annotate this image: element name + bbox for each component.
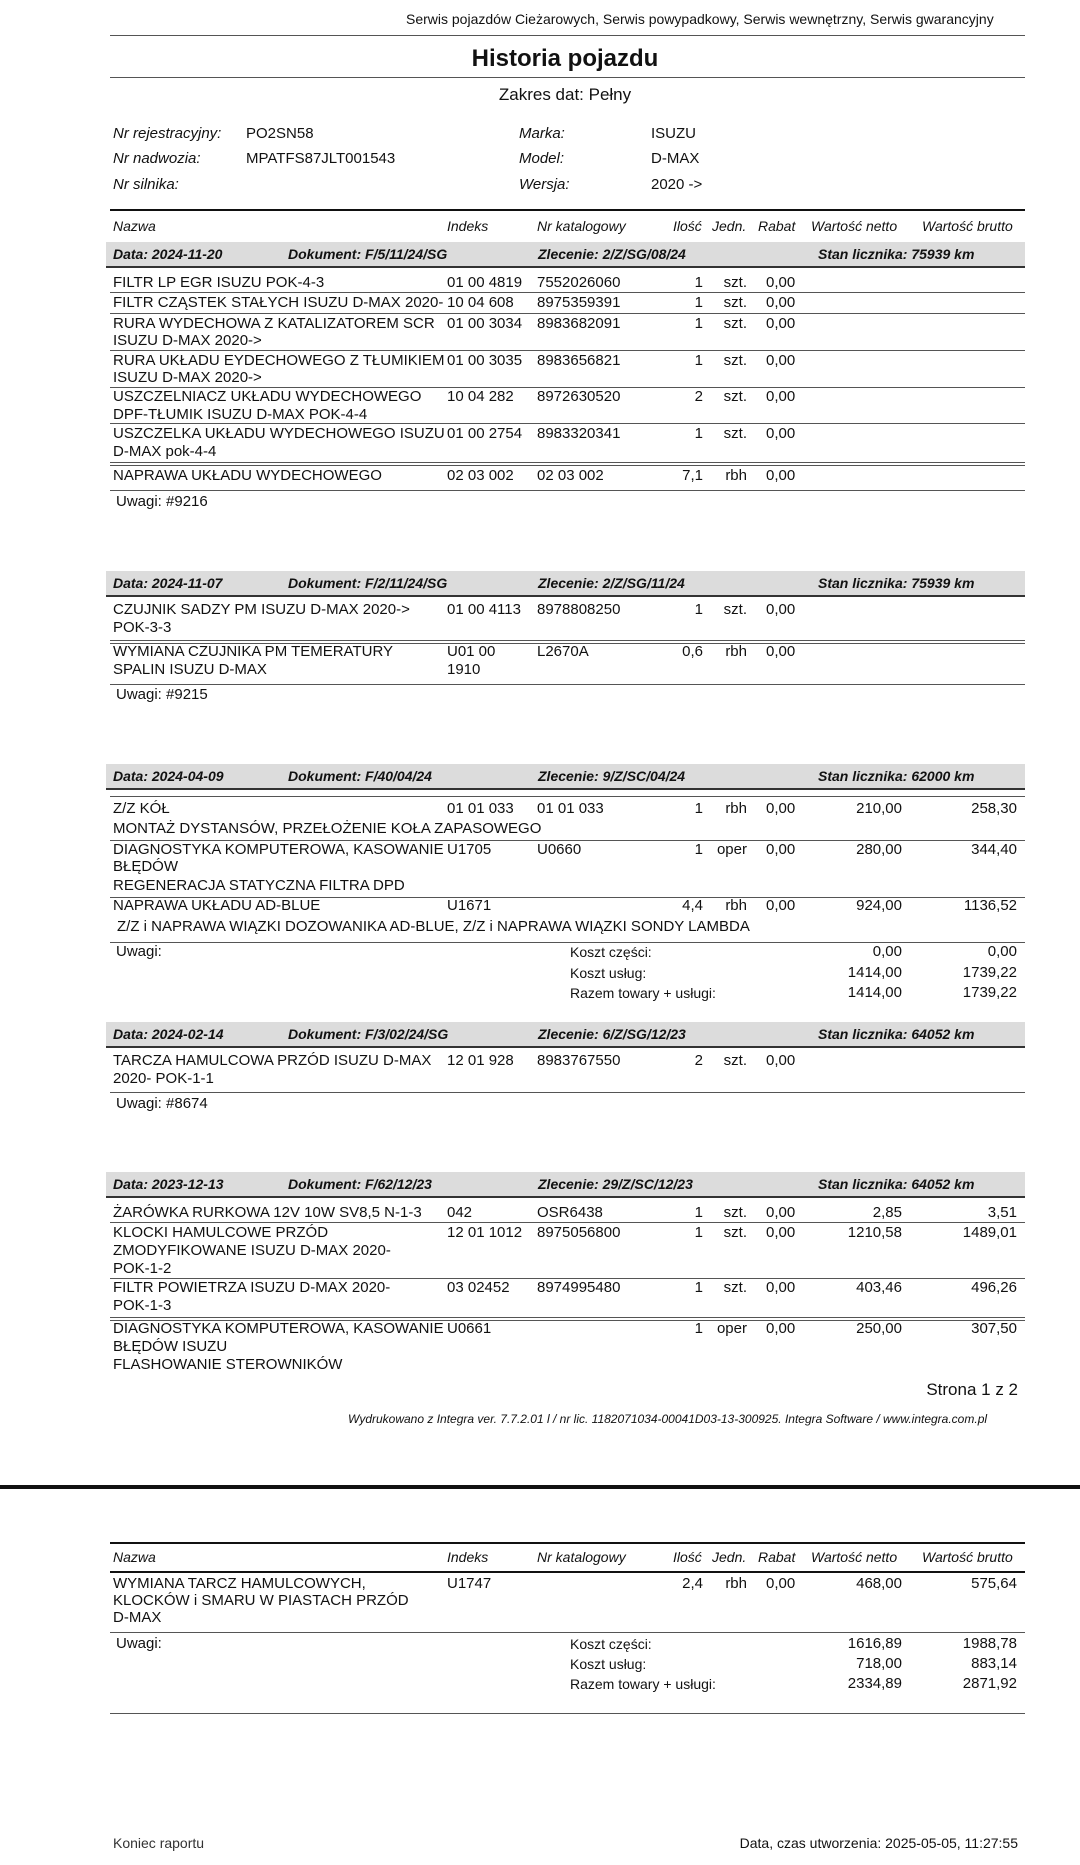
col-name: Nazwa xyxy=(113,1549,156,1565)
item-net: 1210,58 xyxy=(847,1224,902,1241)
col-catalog: Nr katalogowy xyxy=(537,1549,626,1565)
doc-meter: Stan licznika: 64052 km xyxy=(818,1176,975,1192)
item-catalog: 8978808250 xyxy=(537,601,621,618)
item-catalog: OSR6438 xyxy=(537,1204,603,1221)
item-catalog: 7552026060 xyxy=(537,274,621,291)
row-divider xyxy=(110,350,1025,351)
row-divider xyxy=(110,1092,1025,1093)
services-line: Serwis pojazdów Cieżarowych, Serwis powypadkowy, Serwis wewnętrzny, Serwis gwarancyjny xyxy=(406,11,994,27)
item-name: USZCZELNIACZ UKŁADU WYDECHOWEGO xyxy=(113,388,422,405)
item-name: ŻARÓWKA RURKOWA 12V 10W SV8,5 N-1-3 xyxy=(113,1204,422,1221)
row-divider xyxy=(110,796,1025,797)
item-qty: 1 xyxy=(694,425,703,442)
services-cost-label: Koszt usług: xyxy=(570,1656,647,1672)
columns-top-rule xyxy=(110,209,1025,211)
services-cost-gross: 1739,22 xyxy=(962,964,1017,981)
col-qty: Ilość xyxy=(673,218,702,234)
row-divider xyxy=(110,684,1025,685)
item-qty: 1 xyxy=(694,294,703,311)
doc-date: Data: 2024-04-09 xyxy=(113,768,224,784)
item-gross: 1489,01 xyxy=(962,1224,1017,1241)
item-catalog: 8975056800 xyxy=(537,1224,621,1241)
total-gross: 2871,92 xyxy=(962,1675,1017,1692)
reg-label: Nr rejestracyjny: xyxy=(113,125,222,142)
col-gross: Wartość brutto xyxy=(922,218,1013,234)
item-index: 03 02452 xyxy=(447,1279,510,1296)
item-discount: 0,00 xyxy=(766,643,796,660)
item-unit: rbh xyxy=(725,897,747,914)
item-index: 01 00 3034 xyxy=(447,315,523,332)
item-unit: szt. xyxy=(723,1052,747,1069)
doc-order: Zlecenie: 9/Z/SC/04/24 xyxy=(538,768,686,784)
item-unit: szt. xyxy=(723,352,747,369)
total-net: 1414,00 xyxy=(847,984,902,1001)
total-net: 2334,89 xyxy=(847,1675,902,1692)
vin-value: MPATFS87JLT001543 xyxy=(246,150,396,167)
total-gross: 1739,22 xyxy=(962,984,1017,1001)
remarks: Uwagi: #8674 xyxy=(116,1095,208,1112)
item-discount: 0,00 xyxy=(766,274,796,291)
item-qty: 2 xyxy=(694,388,703,405)
item-discount: 0,00 xyxy=(766,1279,796,1296)
item-discount: 0,00 xyxy=(766,1052,796,1069)
col-index: Indeks xyxy=(447,1549,489,1565)
item-index: U01 00 xyxy=(447,643,496,660)
col-net: Wartość netto xyxy=(811,1549,898,1565)
item-qty: 2,4 xyxy=(682,1575,703,1592)
item-qty: 1 xyxy=(694,800,703,817)
item-name: Z/Z KÓŁ xyxy=(113,800,170,817)
item-discount: 0,00 xyxy=(766,352,796,369)
item-discount: 0,00 xyxy=(766,800,796,817)
doc-number: Dokument: F/62/12/23 xyxy=(288,1176,432,1192)
doc-number: Dokument: F/5/11/24/SG xyxy=(288,246,448,262)
services-cost-label: Koszt usług: xyxy=(570,965,647,981)
item-catalog: 02 03 002 xyxy=(537,467,604,484)
remarks: Uwagi: xyxy=(116,943,162,960)
item-catalog: 8972630520 xyxy=(537,388,621,405)
item-index: 01 00 3035 xyxy=(447,352,523,369)
item-discount: 0,00 xyxy=(766,294,796,311)
parts-cost-gross: 1988,78 xyxy=(962,1635,1017,1652)
item-catalog: L2670A xyxy=(537,643,589,660)
item-unit: oper xyxy=(716,1320,747,1337)
item-name: NAPRAWA UKŁADU WYDECHOWEGO xyxy=(113,467,382,484)
doc-number: Dokument: F/40/04/24 xyxy=(288,768,432,784)
item-description: Z/Z i NAPRAWA WIĄZKI DOZOWANIKA AD-BLUE, Z/Z i NAPRAWA WIĄZKI SONDY LAMBDA xyxy=(117,918,750,935)
item-catalog: 01 01 033 xyxy=(537,800,604,817)
item-index: 12 01 1012 xyxy=(447,1224,523,1241)
col-net: Wartość netto xyxy=(811,218,898,234)
item-index: 10 04 608 xyxy=(447,294,514,311)
item-name-line2: ISUZU D-MAX 2020-> xyxy=(113,369,262,386)
item-index: 01 00 4113 xyxy=(447,601,521,618)
item-discount: 0,00 xyxy=(766,1204,796,1221)
version-label: Wersja: xyxy=(519,176,570,193)
doc-meter: Stan licznika: 75939 km xyxy=(818,246,975,262)
item-description: REGENERACJA STATYCZNA FILTRA DPD xyxy=(113,877,405,894)
item-name: KLOCKI HAMULCOWE PRZÓD xyxy=(113,1224,329,1241)
item-qty: 4,4 xyxy=(682,897,703,914)
item-index: 01 00 4819 xyxy=(447,274,523,291)
item-catalog: 8983320341 xyxy=(537,425,621,442)
item-name-line2: DPF-TŁUMIK ISUZU D-MAX POK-4-4 xyxy=(113,406,368,423)
item-name: FILTR CZĄSTEK STAŁYCH ISUZU D-MAX 2020- xyxy=(113,294,444,311)
item-name-line2: D-MAX pok-4-4 xyxy=(113,443,217,460)
item-index: U1671 xyxy=(447,897,492,914)
item-qty: 1 xyxy=(694,1204,703,1221)
parts-cost-net: 0,00 xyxy=(872,943,902,960)
item-discount: 0,00 xyxy=(766,388,796,405)
doc-order: Zlecenie: 29/Z/SC/12/23 xyxy=(538,1176,693,1192)
item-name: DIAGNOSTYKA KOMPUTEROWA, KASOWANIE xyxy=(113,1320,444,1337)
item-index: U1747 xyxy=(447,1575,492,1592)
item-unit: szt. xyxy=(723,425,747,442)
item-discount: 0,00 xyxy=(766,601,796,618)
vin-label: Nr nadwozia: xyxy=(113,150,201,167)
row-divider xyxy=(110,640,1025,641)
doc-header-band xyxy=(106,571,1025,597)
item-catalog: U0660 xyxy=(537,841,582,858)
item-index: 01 01 033 xyxy=(447,800,514,817)
summary-divider xyxy=(110,1713,1025,1714)
item-gross: 307,50 xyxy=(971,1320,1017,1337)
doc-date: Data: 2024-11-20 xyxy=(113,246,223,262)
item-catalog: 8983682091 xyxy=(537,315,621,332)
total-label: Razem towary + usługi: xyxy=(570,1676,716,1692)
printed-by: Wydrukowano z Integra ver. 7.7.2.01 l / nr lic. 1182071034-00041D03-13-300925. Integra Software / www.integra.com.pl xyxy=(348,1412,988,1426)
make-label: Marka: xyxy=(519,125,565,142)
item-unit: oper xyxy=(716,841,747,858)
item-qty: 1 xyxy=(694,1320,703,1337)
item-net: 403,46 xyxy=(856,1279,902,1296)
item-discount: 0,00 xyxy=(766,467,796,484)
row-divider xyxy=(110,423,1025,424)
item-qty: 1 xyxy=(694,1279,703,1296)
item-index: 042 xyxy=(447,1204,473,1221)
row-divider xyxy=(110,1632,1025,1633)
item-qty: 2 xyxy=(694,1052,703,1069)
item-description: MONTAŻ DYSTANSÓW, PRZEŁOŻENIE KOŁA ZAPASOWEGO xyxy=(113,820,542,837)
item-qty: 1 xyxy=(694,601,703,618)
item-index: 12 01 928 xyxy=(447,1052,514,1069)
item-gross: 3,51 xyxy=(987,1204,1017,1221)
date-range: Zakres dat: Pełny xyxy=(498,85,632,104)
item-name-line3: POK-1-2 xyxy=(113,1260,172,1277)
item-catalog: 8983656821 xyxy=(537,352,621,369)
item-name-line2: 2020- POK-1-1 xyxy=(113,1070,214,1087)
item-index: 02 03 002 xyxy=(447,467,514,484)
col-unit: Jedn. xyxy=(712,1549,747,1565)
item-name-line2: BŁĘDÓW xyxy=(113,858,179,875)
item-name: CZUJNIK SADZY PM ISUZU D-MAX 2020-> xyxy=(113,601,410,618)
item-name-line2: KLOCKÓW i SMARU W PIASTACH PRZÓD xyxy=(113,1592,409,1609)
remarks: Uwagi: xyxy=(116,1635,162,1652)
columns-top-rule xyxy=(110,1542,1025,1544)
item-name: RURA WYDECHOWA Z KATALIZATOREM SCR xyxy=(113,315,435,332)
row-divider xyxy=(110,465,1025,466)
item-index: U0661 xyxy=(447,1320,492,1337)
item-unit: szt. xyxy=(723,1279,747,1296)
item-unit: szt. xyxy=(723,1224,747,1241)
item-name: TARCZA HAMULCOWA PRZÓD ISUZU D-MAX xyxy=(113,1052,432,1069)
item-net: 2,85 xyxy=(872,1204,902,1221)
item-name-line2: POK-1-3 xyxy=(113,1297,172,1314)
page-title: Historia pojazdu xyxy=(471,45,659,72)
item-catalog: 8974995480 xyxy=(537,1279,621,1296)
services-cost-net: 1414,00 xyxy=(847,964,902,981)
item-index-line2: 1910 xyxy=(447,661,481,678)
item-qty: 1 xyxy=(694,274,703,291)
services-cost-net: 718,00 xyxy=(856,1655,902,1672)
doc-header-band xyxy=(106,1172,1025,1198)
item-gross: 258,30 xyxy=(971,800,1017,817)
doc-meter: Stan licznika: 75939 km xyxy=(818,575,975,591)
item-discount: 0,00 xyxy=(766,1320,796,1337)
item-discount: 0,00 xyxy=(766,841,796,858)
item-discount: 0,00 xyxy=(766,1224,796,1241)
doc-date: Data: 2024-11-07 xyxy=(113,575,223,591)
item-catalog: 8983767550 xyxy=(537,1052,621,1069)
col-catalog: Nr katalogowy xyxy=(537,218,626,234)
doc-header-band xyxy=(106,1022,1025,1048)
services-cost-gross: 883,14 xyxy=(971,1655,1017,1672)
item-name: FILTR POWIETRZA ISUZU D-MAX 2020- xyxy=(113,1279,391,1296)
item-index: 10 04 282 xyxy=(447,388,514,405)
item-qty: 7,1 xyxy=(682,467,703,484)
row-divider xyxy=(110,490,1025,491)
col-gross: Wartość brutto xyxy=(922,1549,1013,1565)
item-name-line2: ISUZU D-MAX 2020-> xyxy=(113,332,262,349)
item-gross: 344,40 xyxy=(971,841,1017,858)
header-divider xyxy=(110,35,1025,36)
row-divider xyxy=(110,313,1025,314)
item-gross: 496,26 xyxy=(971,1279,1017,1296)
columns-bottom-rule xyxy=(110,1571,1025,1573)
remarks: Uwagi: #9215 xyxy=(116,686,208,703)
total-label: Razem towary + usługi: xyxy=(570,985,716,1001)
doc-date: Data: 2024-02-14 xyxy=(113,1026,224,1042)
item-discount: 0,00 xyxy=(766,315,796,332)
item-name: USZCZELKA UKŁADU WYDECHOWEGO ISUZU xyxy=(113,425,445,442)
item-name: WYMIANA CZUJNIKA PM TEMERATURY xyxy=(113,643,394,660)
make-value: ISUZU xyxy=(651,125,696,142)
doc-order: Zlecenie: 6/Z/SG/12/23 xyxy=(538,1026,686,1042)
doc-header-band xyxy=(106,242,1025,268)
doc-date: Data: 2023-12-13 xyxy=(113,1176,224,1192)
item-net: 468,00 xyxy=(856,1575,902,1592)
item-name: WYMIANA TARCZ HAMULCOWYCH, xyxy=(113,1575,366,1592)
parts-cost-net: 1616,89 xyxy=(847,1635,902,1652)
item-name-line3: FLASHOWANIE STEROWNIKÓW xyxy=(113,1356,343,1373)
creation-datetime: Data, czas utworzenia: 2025-05-05, 11:27:55 xyxy=(739,1835,1018,1851)
version-value: 2020 -> xyxy=(651,176,703,193)
item-net: 280,00 xyxy=(856,841,902,858)
item-name-line2: SPALIN ISUZU D-MAX xyxy=(113,661,267,678)
page-number: Strona 1 z 2 xyxy=(926,1380,1018,1399)
item-net: 210,00 xyxy=(856,800,902,817)
item-name-line3: D-MAX xyxy=(113,1609,162,1626)
row-divider xyxy=(110,292,1025,293)
col-discount: Rabat xyxy=(758,218,796,234)
doc-meter: Stan licznika: 64052 km xyxy=(818,1026,975,1042)
item-net: 250,00 xyxy=(856,1320,902,1337)
doc-number: Dokument: F/3/02/24/SG xyxy=(288,1026,449,1042)
item-unit: szt. xyxy=(723,1204,747,1221)
item-index: U1705 xyxy=(447,841,492,858)
item-name-line2: POK-3-3 xyxy=(113,619,172,636)
item-discount: 0,00 xyxy=(766,897,796,914)
item-name: FILTR LP EGR ISUZU POK-4-3 xyxy=(113,274,325,291)
item-net: 924,00 xyxy=(856,897,902,914)
model-value: D-MAX xyxy=(651,150,700,167)
item-unit: rbh xyxy=(725,800,747,817)
remarks: Uwagi: #9216 xyxy=(116,493,208,510)
col-qty: Ilość xyxy=(673,1549,702,1565)
parts-cost-gross: 0,00 xyxy=(987,943,1017,960)
page-break xyxy=(0,1485,1080,1489)
row-divider xyxy=(110,1222,1025,1223)
item-unit: rbh xyxy=(725,643,747,660)
row-divider xyxy=(110,1317,1025,1318)
item-index: 01 00 2754 xyxy=(447,425,523,442)
item-qty: 1 xyxy=(694,1224,703,1241)
item-discount: 0,00 xyxy=(766,425,796,442)
parts-cost-label: Koszt części: xyxy=(570,944,652,960)
item-unit: szt. xyxy=(723,294,747,311)
item-unit: rbh xyxy=(725,467,747,484)
item-unit: rbh xyxy=(725,1575,747,1592)
item-discount: 0,00 xyxy=(766,1575,796,1592)
item-name: DIAGNOSTYKA KOMPUTEROWA, KASOWANIE xyxy=(113,841,444,858)
col-discount: Rabat xyxy=(758,1549,796,1565)
item-name-line2: BŁĘDÓW ISUZU xyxy=(113,1338,228,1355)
col-index: Indeks xyxy=(447,218,489,234)
doc-order: Zlecenie: 2/Z/SG/11/24 xyxy=(538,575,685,591)
report-end: Koniec raportu xyxy=(113,1835,205,1851)
title-divider xyxy=(110,77,1025,78)
item-name: RURA UKŁADU EYDECHOWEGO Z TŁUMIKIEM xyxy=(113,352,445,369)
engine-label: Nr silnika: xyxy=(113,176,179,193)
item-qty: 1 xyxy=(694,315,703,332)
doc-header-band xyxy=(106,764,1025,790)
row-divider xyxy=(110,462,1025,463)
item-catalog: 8975359391 xyxy=(537,294,621,311)
item-unit: szt. xyxy=(723,601,747,618)
item-qty: 1 xyxy=(694,352,703,369)
item-qty: 1 xyxy=(694,841,703,858)
item-unit: szt. xyxy=(723,388,747,405)
parts-cost-label: Koszt części: xyxy=(570,1636,652,1652)
item-name: NAPRAWA UKŁADU AD-BLUE xyxy=(113,897,321,914)
item-name-line2: ZMODYFIKOWANE ISUZU D-MAX 2020- xyxy=(113,1242,391,1259)
doc-meter: Stan licznika: 62000 km xyxy=(818,768,975,784)
item-gross: 1136,52 xyxy=(963,897,1017,914)
model-label: Model: xyxy=(519,150,565,167)
item-unit: szt. xyxy=(723,315,747,332)
doc-order: Zlecenie: 2/Z/SG/08/24 xyxy=(538,246,686,262)
col-name: Nazwa xyxy=(113,218,156,234)
item-qty: 0,6 xyxy=(682,643,703,660)
reg-value: PO2SN58 xyxy=(246,125,314,142)
col-unit: Jedn. xyxy=(712,218,747,234)
doc-number: Dokument: F/2/11/24/SG xyxy=(288,575,448,591)
item-unit: szt. xyxy=(723,274,747,291)
item-gross: 575,64 xyxy=(971,1575,1017,1592)
